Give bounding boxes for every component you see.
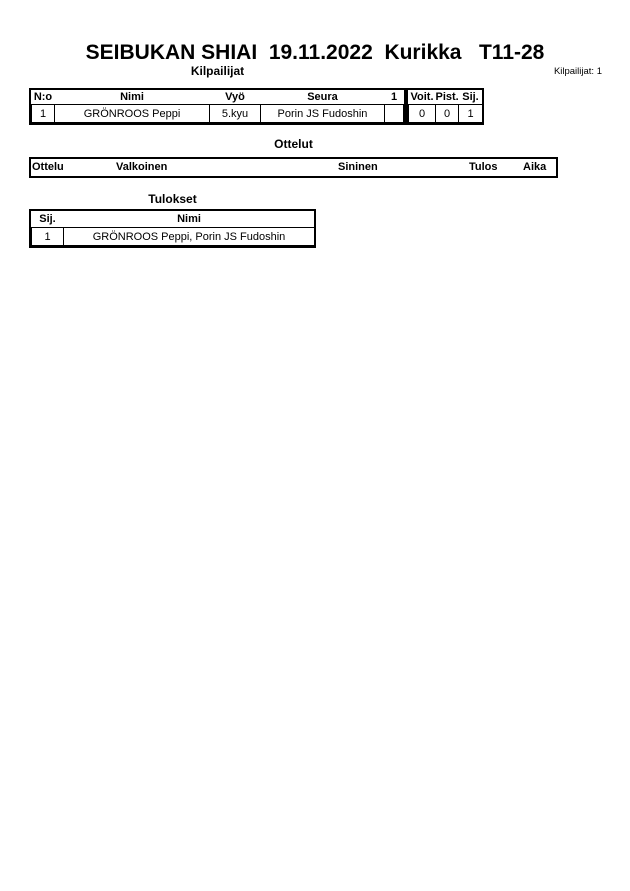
header-wins: Voit. xyxy=(410,91,434,103)
header-belt: Vyö xyxy=(225,91,245,103)
results-table xyxy=(29,209,316,248)
matches-header-row xyxy=(31,159,556,176)
competitors-table xyxy=(29,88,406,125)
header-no: N:o xyxy=(33,91,53,103)
cell-no: 1 xyxy=(32,105,55,123)
cell-place: 1 xyxy=(459,105,483,123)
results-section-label: Tulokset xyxy=(148,192,197,206)
score-header-row xyxy=(409,90,483,105)
header-place: Sij. xyxy=(462,91,479,103)
cell-wins: 0 xyxy=(409,105,436,123)
cell-points: 0 xyxy=(436,105,459,123)
cell-result-name: GRÖNROOS Peppi, Porin JS Fudoshin xyxy=(64,228,315,246)
header-result-place: Sij. xyxy=(39,213,56,225)
header-result: Tulos xyxy=(469,161,498,173)
header-name: Nimi xyxy=(120,91,144,103)
header-club: Seura xyxy=(307,91,338,103)
header-points: Pist. xyxy=(435,91,459,103)
header-match: Ottelu xyxy=(32,161,64,173)
cell-belt: 5.kyu xyxy=(210,105,261,123)
cell-pool-1 xyxy=(385,105,404,123)
result-row xyxy=(32,228,315,246)
header-blue: Sininen xyxy=(338,161,378,173)
header-result-name: Nimi xyxy=(177,213,201,225)
cell-name: GRÖNROOS Peppi xyxy=(55,105,210,123)
score-row xyxy=(409,105,483,123)
matches-section-label: Ottelut xyxy=(274,137,313,151)
cell-club: Porin JS Fudoshin xyxy=(261,105,385,123)
cell-result-place: 1 xyxy=(32,228,64,246)
competitors-header-row xyxy=(32,90,404,105)
matches-table xyxy=(29,157,558,178)
header-col1: 1 xyxy=(390,91,398,103)
competitors-section-label: Kilpailijat xyxy=(190,64,245,78)
competitor-row xyxy=(32,105,404,123)
results-header-row xyxy=(32,211,315,228)
header-white: Valkoinen xyxy=(116,161,168,173)
competitors-count-label: Kilpailijat: 1 xyxy=(553,66,602,77)
header-time: Aika xyxy=(523,161,547,173)
page-title: SEIBUKAN SHIAI 19.11.2022 Kurikka T11-28 xyxy=(85,41,545,64)
competitors-score-table xyxy=(406,88,484,125)
